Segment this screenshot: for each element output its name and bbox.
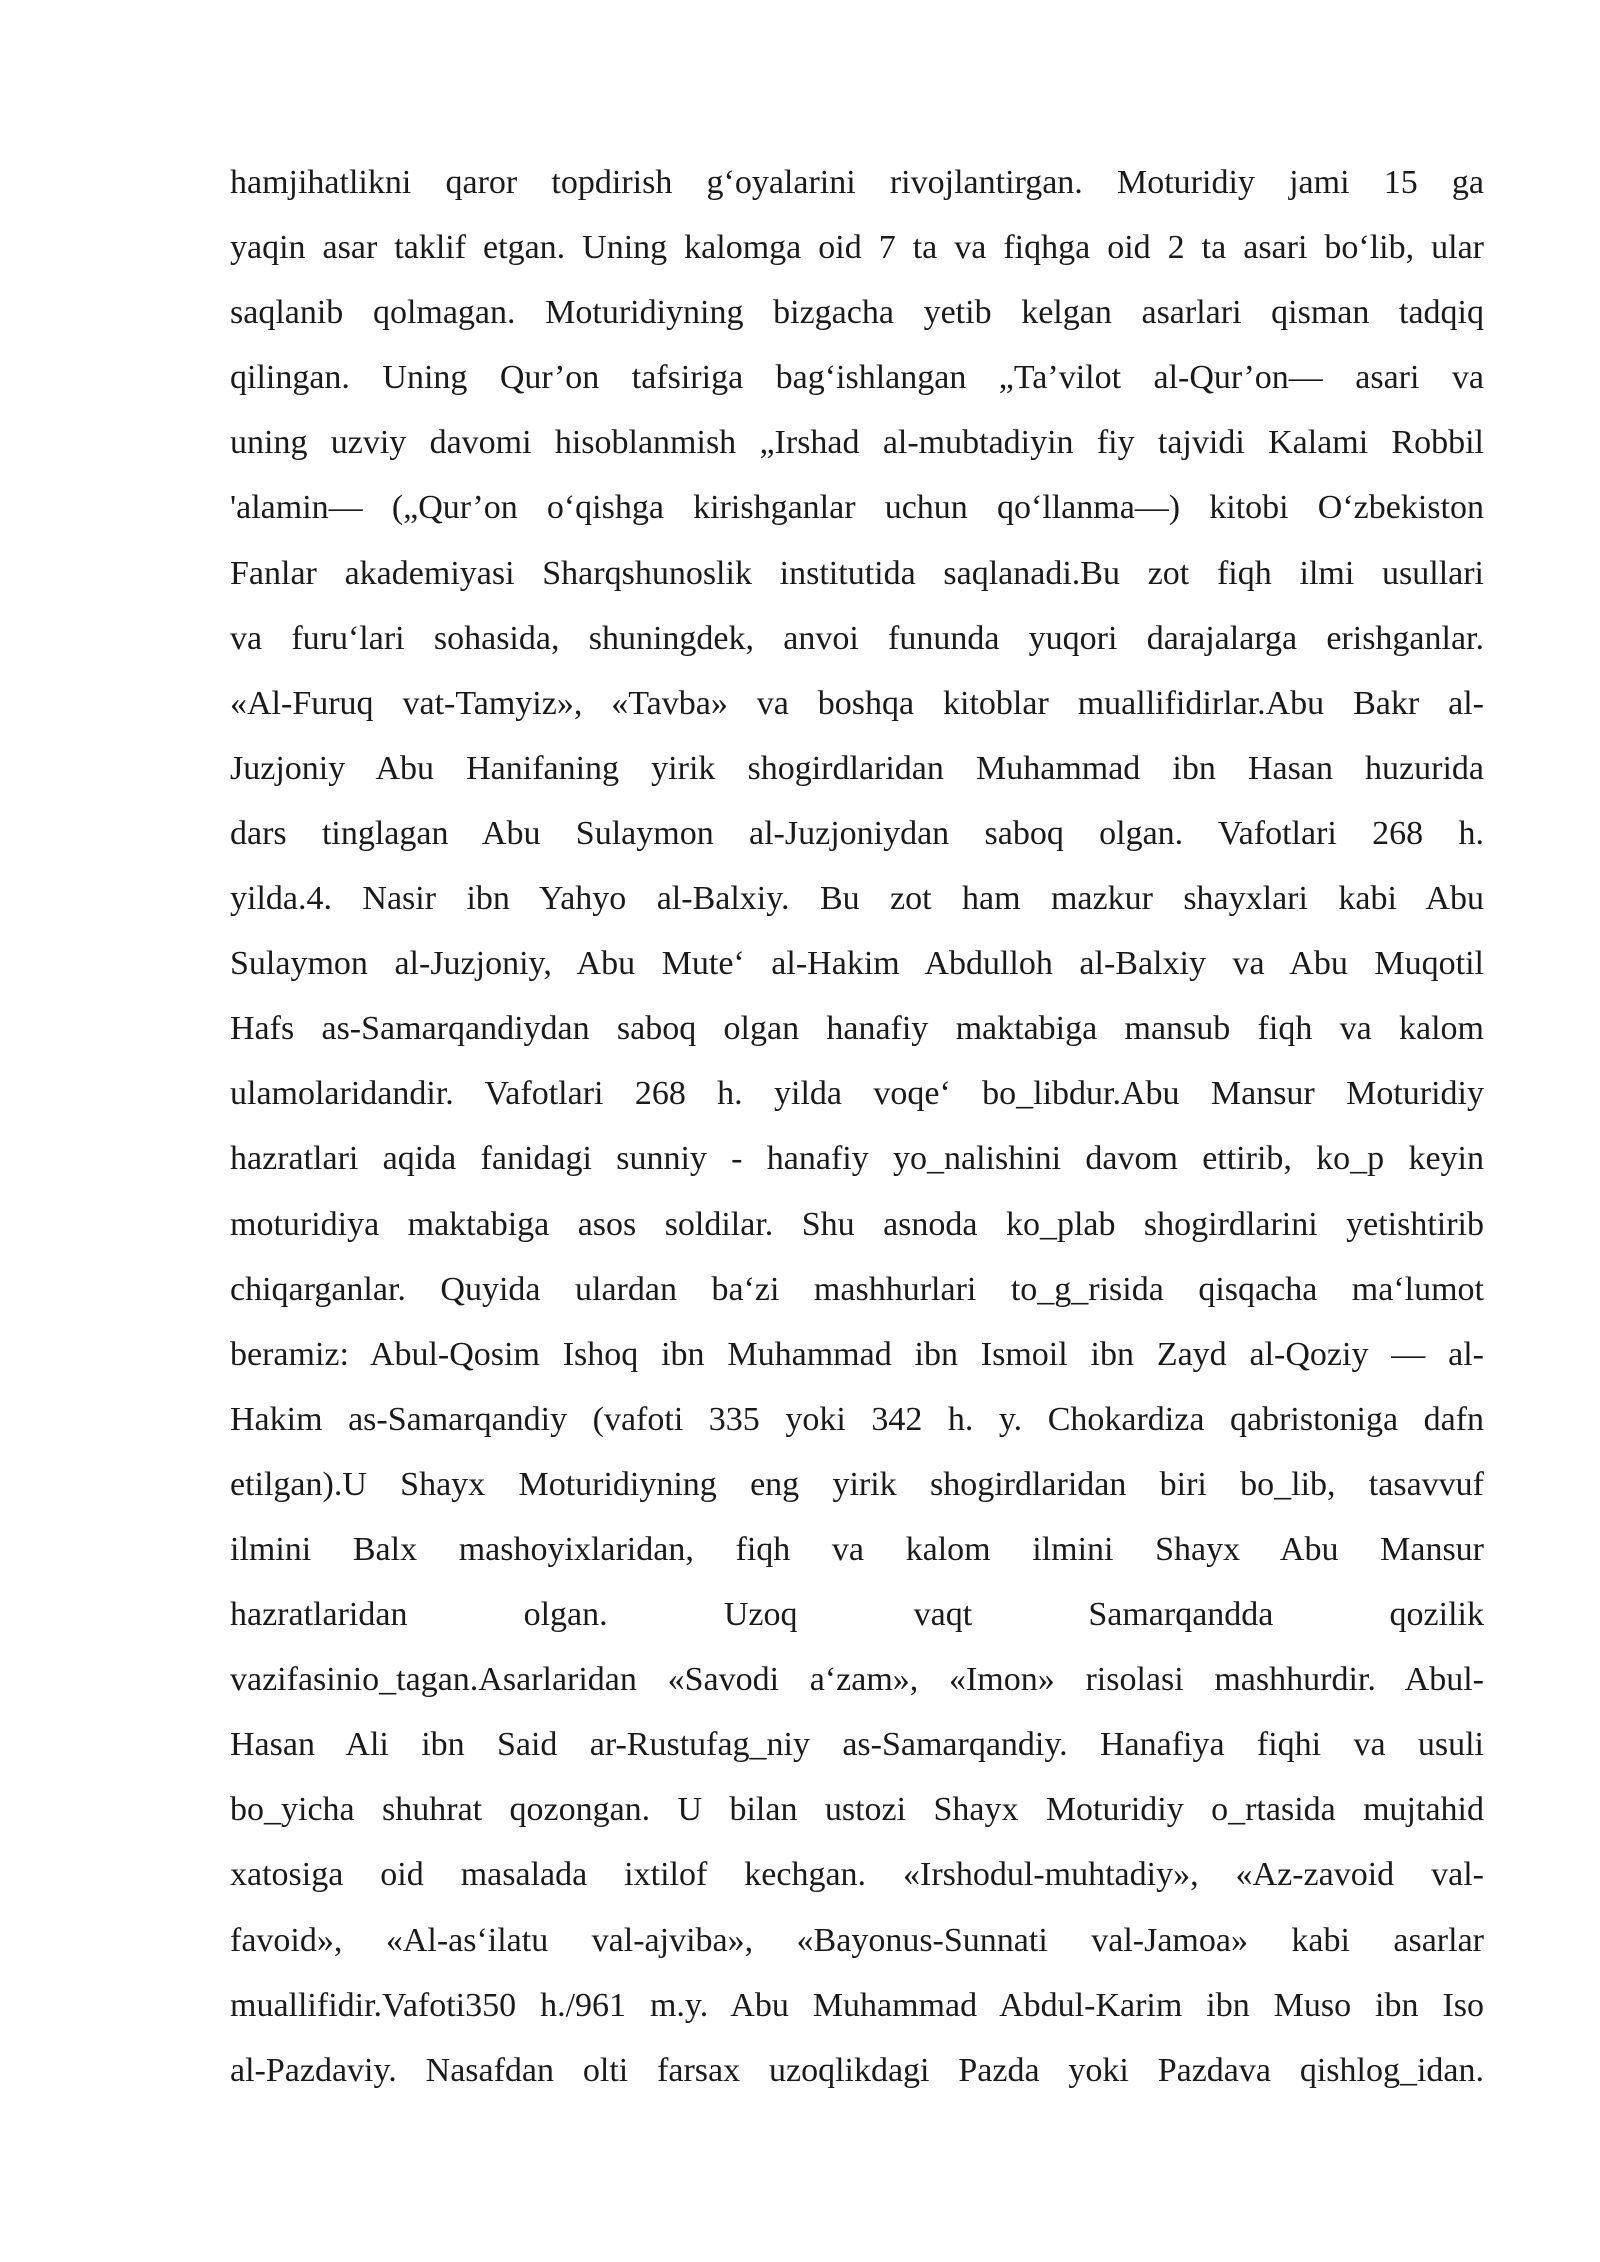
text-line: beramiz: Abul-Qosim Ishoq ibn Muhammad ibn Ismoil ibn Zayd al-Qoziy — al- xyxy=(230,1335,1484,1373)
text-line: dars tinglagan Abu Sulaymon al-Juzjoniydan saboq olgan. Vafotlari 268 h. xyxy=(230,814,1484,852)
body-text xyxy=(230,150,1484,2103)
text-line: ulamolaridandir. Vafotlari 268 h. yilda voqe‘ bo_libdur.Abu Mansur Moturidiy xyxy=(230,1075,1484,1113)
text-line: qilingan. Uning Qur’on tafsiriga bag‘ishlangan „Ta’vilot al-Qur’on— asari va xyxy=(230,359,1484,397)
text-line: va furu‘lari sohasida, shuningdek, anvoi funundа yuqori darajalarga erishganlar. xyxy=(230,619,1484,657)
text-line: uning uzviy davomi hisoblanmish „Irshad al-mubtadiyin fiy tajvidi Kalami Robbil xyxy=(230,424,1484,462)
text-line: favoid», «Al-as‘ilatu val-ajviba», «Bayonus-Sunnati val-Jamoa» kabi asarlar xyxy=(230,1921,1484,1959)
text-line: yaqin asar taklif etgan. Uning kalomga oid 7 ta va fiqhga oid 2 ta asari bo‘lib, ular xyxy=(230,229,1484,267)
text-line: bo_yicha shuhrat qozongan. U bilan ustozi Shayx Moturidiy o_rtasida mujtahid xyxy=(230,1791,1484,1829)
text-line: Hafs as-Samarqandiydan saboq olgan hanafiy maktabiga mansub fiqh va kalom xyxy=(230,1010,1484,1048)
text-line: Sulaymon al-Juzjoniy, Abu Mute‘ al-Hakim Abdulloh al-Balxiy va Abu Muqotil xyxy=(230,945,1484,983)
text-line: Juzjoniy Abu Hanifaning yirik shogirdlaridan Muhammad ibn Hasan huzurida xyxy=(230,749,1484,787)
text-line: xatosiga oid masalada ixtilof kechgan. «Irshodul-muhtadiy», «Az-zavoid val- xyxy=(230,1856,1484,1894)
text-line: muallifidir.Vafoti350 h./961 m.y. Abu Muhammad Abdul-Karim ibn Muso ibn Iso xyxy=(230,1986,1484,2024)
text-line: hamjihatlikni qaror topdirish g‘oyalarini rivojlantirgan. Moturidiy jami 15 ga xyxy=(230,164,1484,201)
text-line: Hakim as-Samarqandiy (vafoti 335 yoki 342 h. y. Chokardiza qabristoniga dafn xyxy=(230,1400,1484,1438)
text-line: 'alamin— („Qur’on o‘qishga kirishganlar uchun qo‘llanma—) kitobi O‘zbekiston xyxy=(230,489,1484,527)
text-line: Fanlar akademiyasi Sharqshunoslik institutida saqlanadi.Bu zot fiqh ilmi usullari xyxy=(230,554,1484,592)
text-line: chiqarganlar. Quyida ulardan ba‘zi mashhurlari to_g_risida qisqacha ma‘lumot xyxy=(230,1270,1484,1308)
document-page xyxy=(230,150,1484,2103)
text-line: ilmini Balx mashoyixlaridan, fiqh va kalom ilmini Shayx Abu Mansur xyxy=(230,1530,1484,1568)
text-line: «Al-Furuq vat-Tamyiz», «Tavba» va boshqa kitoblar muallifidirlar.Abu Bakr al- xyxy=(230,684,1484,722)
text-line: moturidiya maktabiga asos soldilar. Shu asnoda ko_plab shogirdlarini yetishtirib xyxy=(230,1205,1484,1243)
text-line: hazratlari aqida fanidagi sunniy - hanafiy yo_nalishini davom ettirib, ko_p keyin xyxy=(230,1140,1484,1178)
text-line: Hasan Ali ibn Said ar-Rustufag_niy as-Samarqandiy. Hanafiya fiqhi va usuli xyxy=(230,1726,1484,1764)
text-line: etilgan).U Shayx Moturidiyning eng yirik shogirdlaridan biri bo_lib, tasavvuf xyxy=(230,1465,1484,1503)
text-line: vazifasinio_tagan.Asarlaridan «Savodi a‘zam», «Imon» risolasi mashhurdir. Abul- xyxy=(230,1661,1484,1699)
text-line: hazratlaridan olgan. Uzoq vaqt Samarqandda qozilik xyxy=(230,1596,1484,1634)
text-line: al-Pazdaviy. Nasafdan olti farsax uzoqlikdagi Pazda yoki Pazdava qishlog_idan. xyxy=(230,2051,1484,2089)
text-line: yilda.4. Nasir ibn Yahyo al-Balxiy. Bu zot ham mazkur shayxlari kabi Abu xyxy=(230,880,1484,918)
text-line: saqlanib qolmagan. Moturidiyning bizgacha yetib kelgan asarlari qisman tadqiq xyxy=(230,294,1484,332)
